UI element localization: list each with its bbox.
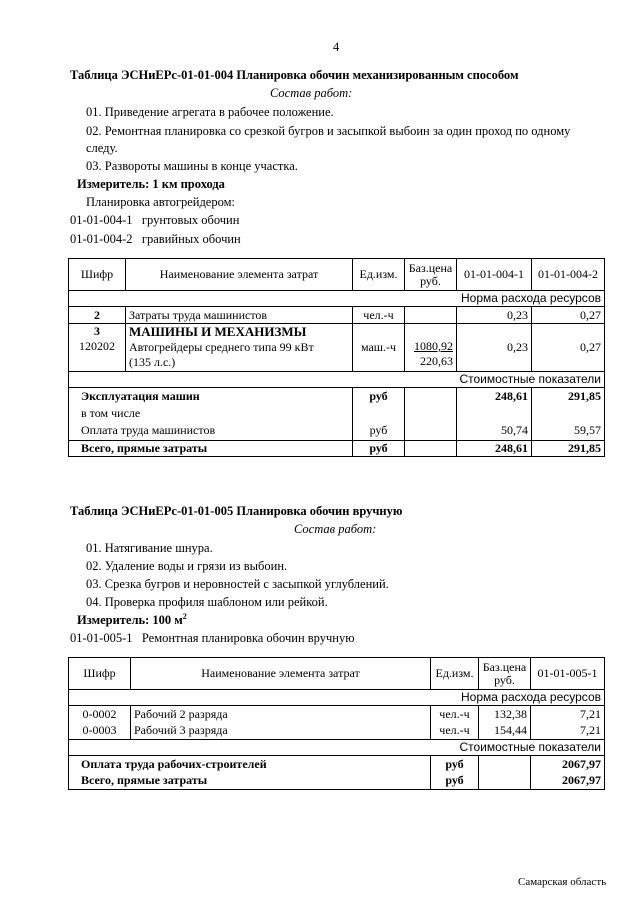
table-row <box>69 388 605 405</box>
norm-label-row <box>69 690 605 706</box>
cost-unit: руб <box>431 773 479 790</box>
table1-work-item: 02. Ремонтная планировка со срезкой бугров и засыпкой выбоин за один проход по одному <box>86 124 571 138</box>
header-name: Наименование элемента затрат <box>126 259 353 291</box>
cost-value-1: 2067,97 <box>531 756 605 773</box>
resource-table-2 <box>68 657 605 790</box>
cost-value-1: 248,61 <box>457 441 532 457</box>
table-row <box>69 441 605 457</box>
row-code: 2 <box>69 307 126 324</box>
table-row <box>69 324 605 372</box>
row-code: 0-0002 <box>69 706 131 723</box>
table1-title: Таблица ЭСНиЕРс-01-01-004 Планировка обочин механизированным способом <box>70 68 519 82</box>
header-col2: 01-01-004-2 <box>532 259 605 291</box>
cost-name: Всего, прямые затраты <box>69 441 353 457</box>
table2-title: Таблица ЭСНиЕРс-01-01-005 Планировка обочин вручную <box>70 504 403 518</box>
header-col1: 01-01-004-1 <box>457 259 532 291</box>
table2-work-item: 02. Удаление воды и грязи из выбоин. <box>86 559 288 573</box>
cost-unit: руб <box>353 388 405 405</box>
table2-work-heading: Состав работ: <box>294 522 377 536</box>
header-price: Баз.цена руб. <box>479 658 531 690</box>
cost-name: Оплата труда машинистов <box>69 422 353 441</box>
header-col1: 01-01-005-1 <box>531 658 605 690</box>
cost-value-1: 248,61 <box>457 388 532 405</box>
table2-work-item: 04. Проверка профиля шаблоном или рейкой. <box>86 595 328 609</box>
table2-work-item: 03. Срезка бугров и неровностей с засыпкой углублений. <box>86 577 389 591</box>
row-value-1: 0,23 <box>457 324 532 372</box>
cost-value-2: 59,57 <box>532 422 605 441</box>
resource-table-1 <box>68 258 605 457</box>
norm-label-row <box>69 291 605 307</box>
header-code: Шифр <box>69 658 131 690</box>
header-name: Наименование элемента затрат <box>131 658 431 690</box>
row-value-1: 7,21 <box>531 723 605 740</box>
row-unit: маш.-ч <box>353 324 405 372</box>
row-code: 3 120202 <box>69 324 126 372</box>
row-name: Рабочий 2 разряда <box>131 706 431 723</box>
header-code: Шифр <box>69 259 126 291</box>
row-value-2: 0,27 <box>532 307 605 324</box>
row-value-1: 0,23 <box>457 307 532 324</box>
row-price <box>405 307 457 324</box>
cost-value-2: 291,85 <box>532 388 605 405</box>
row-unit: чел.-ч <box>353 307 405 324</box>
table1-code-line: 01-01-004-1 грунтовых обочин <box>70 213 240 227</box>
norm-label: Норма расхода ресурсов <box>69 690 605 706</box>
norm-label: Норма расхода ресурсов <box>69 291 605 307</box>
cost-name: Оплата труда рабочих-строителей <box>69 756 431 773</box>
table-header-row <box>69 259 605 291</box>
cost-value-2: 291,85 <box>532 441 605 457</box>
table1-code-line: 01-01-004-2 гравийных обочин <box>70 232 241 246</box>
table-row <box>69 405 605 422</box>
page-number: 4 <box>333 40 340 54</box>
footer-region: Самарская область <box>518 876 607 888</box>
row-name: Рабочий 3 разряда <box>131 723 431 740</box>
row-unit: чел.-ч <box>431 723 479 740</box>
row-unit: чел.-ч <box>431 706 479 723</box>
table-header-row <box>69 658 605 690</box>
table-row <box>69 706 605 723</box>
table2-meter: Измеритель: 100 $м^2$ <box>77 612 187 628</box>
cost-unit: руб <box>353 422 405 441</box>
row-name: МАШИНЫ И МЕХАНИЗМЫ Автогрейдеры среднего типа 99 кВт (135 л.с.) <box>126 324 353 372</box>
cost-label: Стоимостные показатели <box>69 740 605 756</box>
header-unit: Ед.изм. <box>353 259 405 291</box>
table1-subtitle: Планировка автогрейдером: <box>86 195 236 209</box>
table-row <box>69 723 605 740</box>
table-row <box>69 422 605 441</box>
row-price: 1080,92 220,63 <box>405 324 457 372</box>
row-code: 0-0003 <box>69 723 131 740</box>
cost-value-1: 50,74 <box>457 422 532 441</box>
row-name: Затраты труда машинистов <box>126 307 353 324</box>
table1-meter: Измеритель: 1 км прохода <box>77 177 225 191</box>
table1-work-item: 03. Развороты машины в конце участка. <box>86 159 298 173</box>
row-value-1: 7,21 <box>531 706 605 723</box>
header-unit: Ед.изм. <box>431 658 479 690</box>
cost-name: Эксплуатация машин <box>69 388 353 405</box>
row-price: 154,44 <box>479 723 531 740</box>
table2-work-item: 01. Натягивание шнура. <box>86 541 213 555</box>
cost-label-row <box>69 740 605 756</box>
table1-work-heading: Состав работ: <box>270 86 353 100</box>
header-price: Баз.цена руб. <box>405 259 457 291</box>
table-row <box>69 773 605 790</box>
row-price: 132,38 <box>479 706 531 723</box>
table1-work-item: следу. <box>86 141 118 155</box>
cost-name: в том числе <box>69 405 353 422</box>
cost-name: Всего, прямые затраты <box>69 773 431 790</box>
cost-unit: руб <box>353 441 405 457</box>
cost-label: Стоимостные показатели <box>69 372 605 388</box>
table2-code-line: 01-01-005-1 Ремонтная планировка обочин вручную <box>70 631 355 645</box>
cost-unit: руб <box>431 756 479 773</box>
table-row <box>69 756 605 773</box>
cost-value-1: 2067,97 <box>531 773 605 790</box>
table1-work-item: 01. Приведение агрегата в рабочее положение. <box>86 105 334 119</box>
row-value-2: 0,27 <box>532 324 605 372</box>
table-row <box>69 307 605 324</box>
cost-label-row <box>69 372 605 388</box>
